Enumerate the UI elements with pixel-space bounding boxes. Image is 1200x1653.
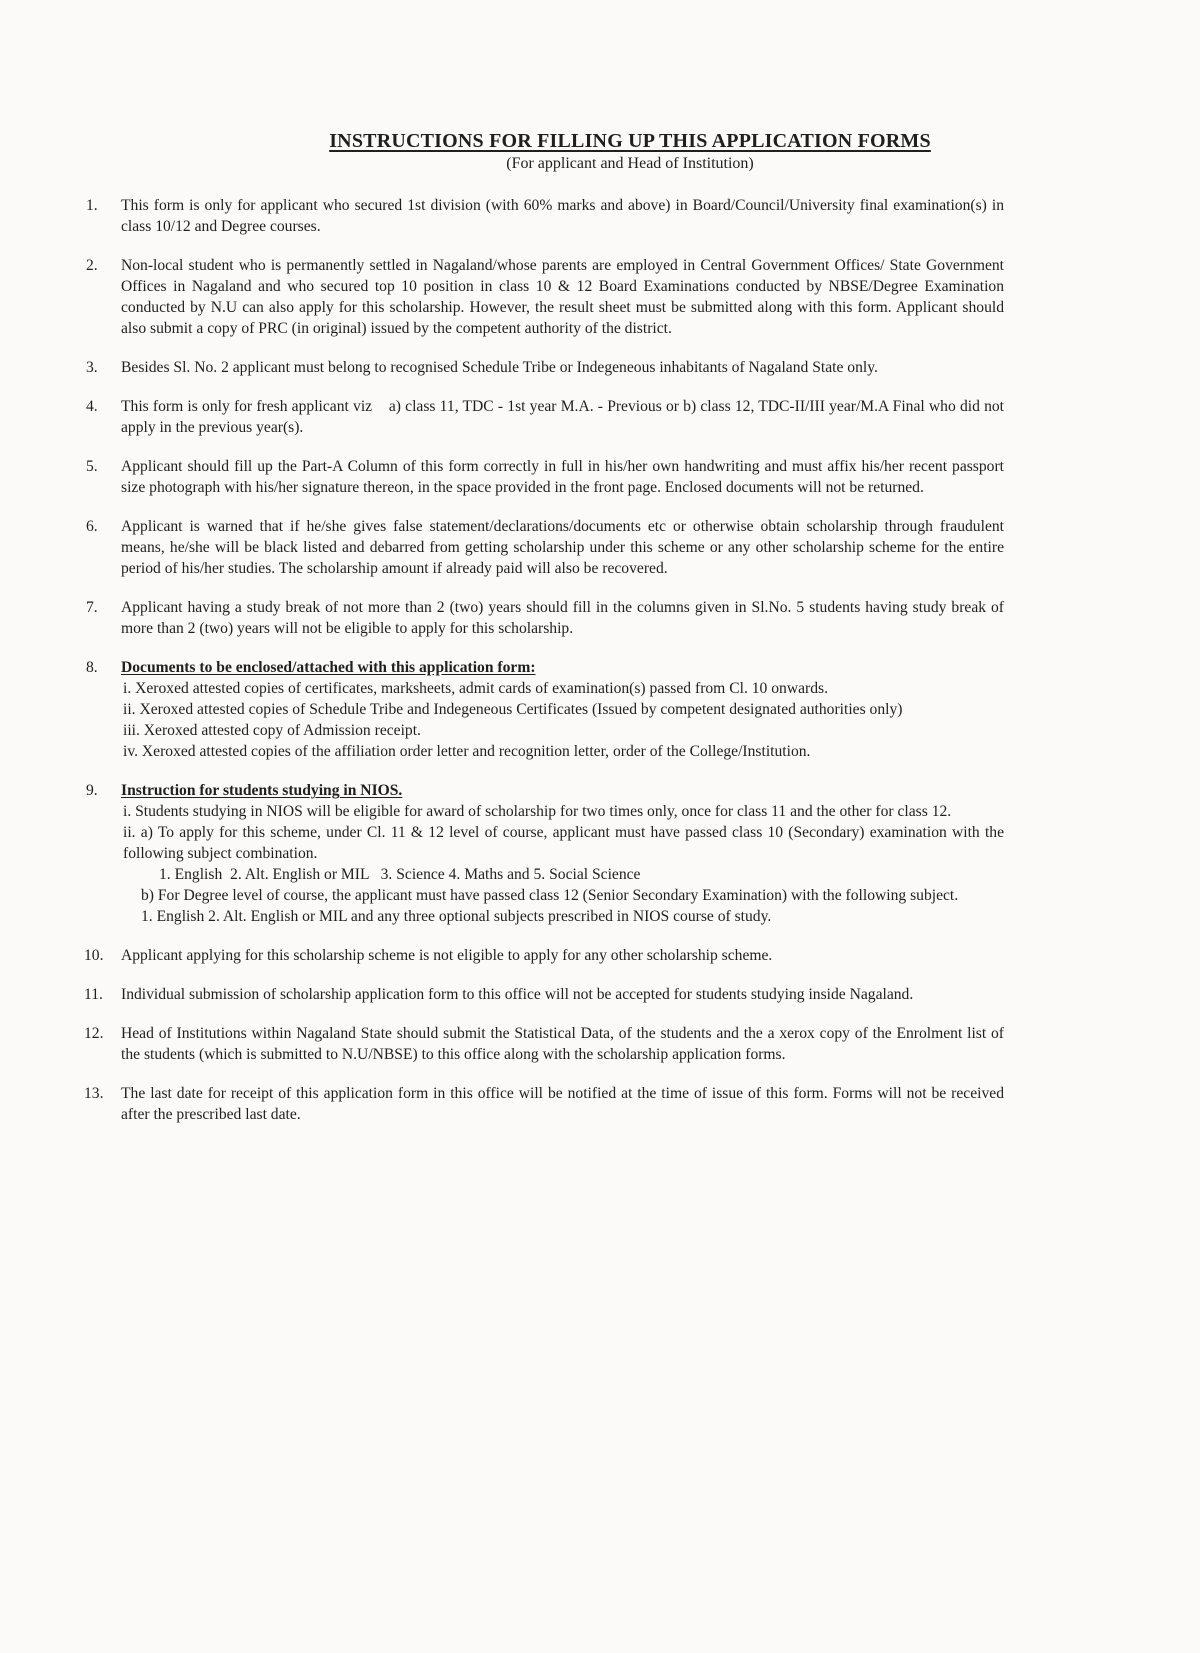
item-text: Applicant should fill up the Part-A Column of this form correctly in full in his/her own handwriting and must affix his/her recent passport size photograph with his/her signature thereon, in the space provided in the front page. Enclosed documents will not be returned. bbox=[121, 458, 1004, 496]
sub-point: ii. a) To apply for this scheme, under Cl. 11 & 12 level of course, applicant must have passed class 10 (Secondary) examination with the following subject combination. bbox=[123, 824, 1004, 862]
subject-list: 1. English 2. Alt. English or MIL 3. Science 4. Maths and 5. Social Science bbox=[159, 866, 641, 883]
item-text: Applicant applying for this scholarship scheme is not eligible to apply for any other scholarship scheme. bbox=[121, 947, 773, 964]
list-item bbox=[0, 1083, 1200, 1125]
item-number: 3. bbox=[86, 359, 98, 376]
subject-list: 1. English 2. Alt. English or MIL and any three optional subjects prescribed in NIOS course of study. bbox=[141, 908, 772, 925]
list-item bbox=[0, 984, 1200, 1005]
instruction-list bbox=[0, 195, 1200, 1125]
list-item bbox=[0, 396, 1200, 438]
section-heading: Documents to be enclosed/attached with this application form: bbox=[121, 659, 536, 676]
item-number: 1. bbox=[86, 197, 98, 214]
item-text: Applicant is warned that if he/she gives false statement/declarations/documents etc or otherwise obtain scholarship through fraudulent means, he/she will be black listed and debarred from getting scholarship under this scheme or any other scholarship scheme for the entire period of his/her studies. The scholarship amount if already paid will also be recovered. bbox=[121, 518, 1004, 577]
item-text: This form is only for fresh applicant viz a) class 11, TDC - 1st year M.A. - Previous or b) class 12, TDC-II/III year/M.A Final who did not apply in the previous year(s). bbox=[121, 398, 1008, 436]
item-text: Besides Sl. No. 2 applicant must belong to recognised Schedule Tribe or Indegeneous inhabitants of Nagaland State only. bbox=[121, 359, 878, 376]
section-heading: Instruction for students studying in NIOS. bbox=[121, 782, 403, 799]
list-item bbox=[0, 255, 1200, 339]
item-text: Non-local student who is permanently settled in Nagaland/whose parents are employed in Central Government Offices/ State Government Offices in Nagaland and who secured top 10 position in class 10 & 12 Board Examinations conducted by NBSE/Degree Examination conducted by N.U can also apply for this scholarship. However, the result sheet must be submitted along with this form. Applicant should also submit a copy of PRC (in original) issued by the competent authority of the district. bbox=[121, 257, 1004, 337]
item-number: 9. bbox=[86, 782, 98, 799]
item-number: 7. bbox=[86, 599, 98, 616]
item-number: 12. bbox=[84, 1025, 104, 1042]
item-text: The last date for receipt of this application form in this office will be notified at the time of issue of this form. Forms will not be received after the prescribed last date. bbox=[121, 1085, 1004, 1123]
item-text: Individual submission of scholarship application form to this office will not be accepted for students studying inside Nagaland. bbox=[121, 986, 914, 1003]
sub-point: b) For Degree level of course, the applicant must have passed class 12 (Senior Secondary Examination) with the following subject. bbox=[141, 887, 959, 904]
item-text: Applicant having a study break of not more than 2 (two) years should fill in the columns given in Sl.No. 5 students having study break of more than 2 (two) years will not be eligible to apply for this scholarship. bbox=[121, 599, 1004, 637]
sub-point: iii. Xeroxed attested copy of Admission receipt. bbox=[123, 722, 421, 739]
list-item bbox=[0, 945, 1200, 966]
page-title: INSTRUCTIONS FOR FILLING UP THIS APPLICATION FORMS bbox=[329, 130, 931, 152]
sub-point: iv. Xeroxed attested copies of the affiliation order letter and recognition letter, order of the College/Institution. bbox=[123, 743, 811, 760]
list-item bbox=[0, 357, 1200, 378]
item-number: 6. bbox=[86, 518, 98, 535]
item-number: 4. bbox=[86, 398, 98, 415]
list-item bbox=[0, 597, 1200, 639]
nios-section bbox=[0, 780, 1200, 927]
item-number: 13. bbox=[84, 1085, 104, 1102]
item-number: 10. bbox=[84, 947, 104, 964]
item-number: 2. bbox=[86, 257, 98, 274]
sub-point: i. Students studying in NIOS will be eligible for award of scholarship for two times only, once for class 11 and the other for class 12. bbox=[123, 803, 952, 820]
item-number: 5. bbox=[86, 458, 98, 475]
list-item bbox=[0, 456, 1200, 498]
item-number: 11. bbox=[84, 986, 103, 1003]
list-item bbox=[0, 195, 1200, 237]
sub-point: i. Xeroxed attested copies of certificates, marksheets, admit cards of examination(s) passed from Cl. 10 onwards. bbox=[123, 680, 828, 697]
sub-point: ii. Xeroxed attested copies of Schedule Tribe and Indegeneous Certificates (Issued by competent designated authorities only) bbox=[123, 701, 903, 718]
item-text: This form is only for applicant who secured 1st division (with 60% marks and above) in Board/Council/University final examination(s) in class 10/12 and Degree courses. bbox=[121, 197, 1004, 235]
item-number: 8. bbox=[86, 659, 98, 676]
list-item bbox=[0, 1023, 1200, 1065]
documents-section bbox=[0, 657, 1200, 762]
page-subtitle: (For applicant and Head of Institution) bbox=[506, 155, 754, 172]
list-item bbox=[0, 516, 1200, 579]
item-text: Head of Institutions within Nagaland State should submit the Statistical Data, of the students and the a xerox copy of the Enrolment list of the students (which is submitted to N.U/NBSE) to this office along with the scholarship application forms. bbox=[121, 1025, 1004, 1063]
